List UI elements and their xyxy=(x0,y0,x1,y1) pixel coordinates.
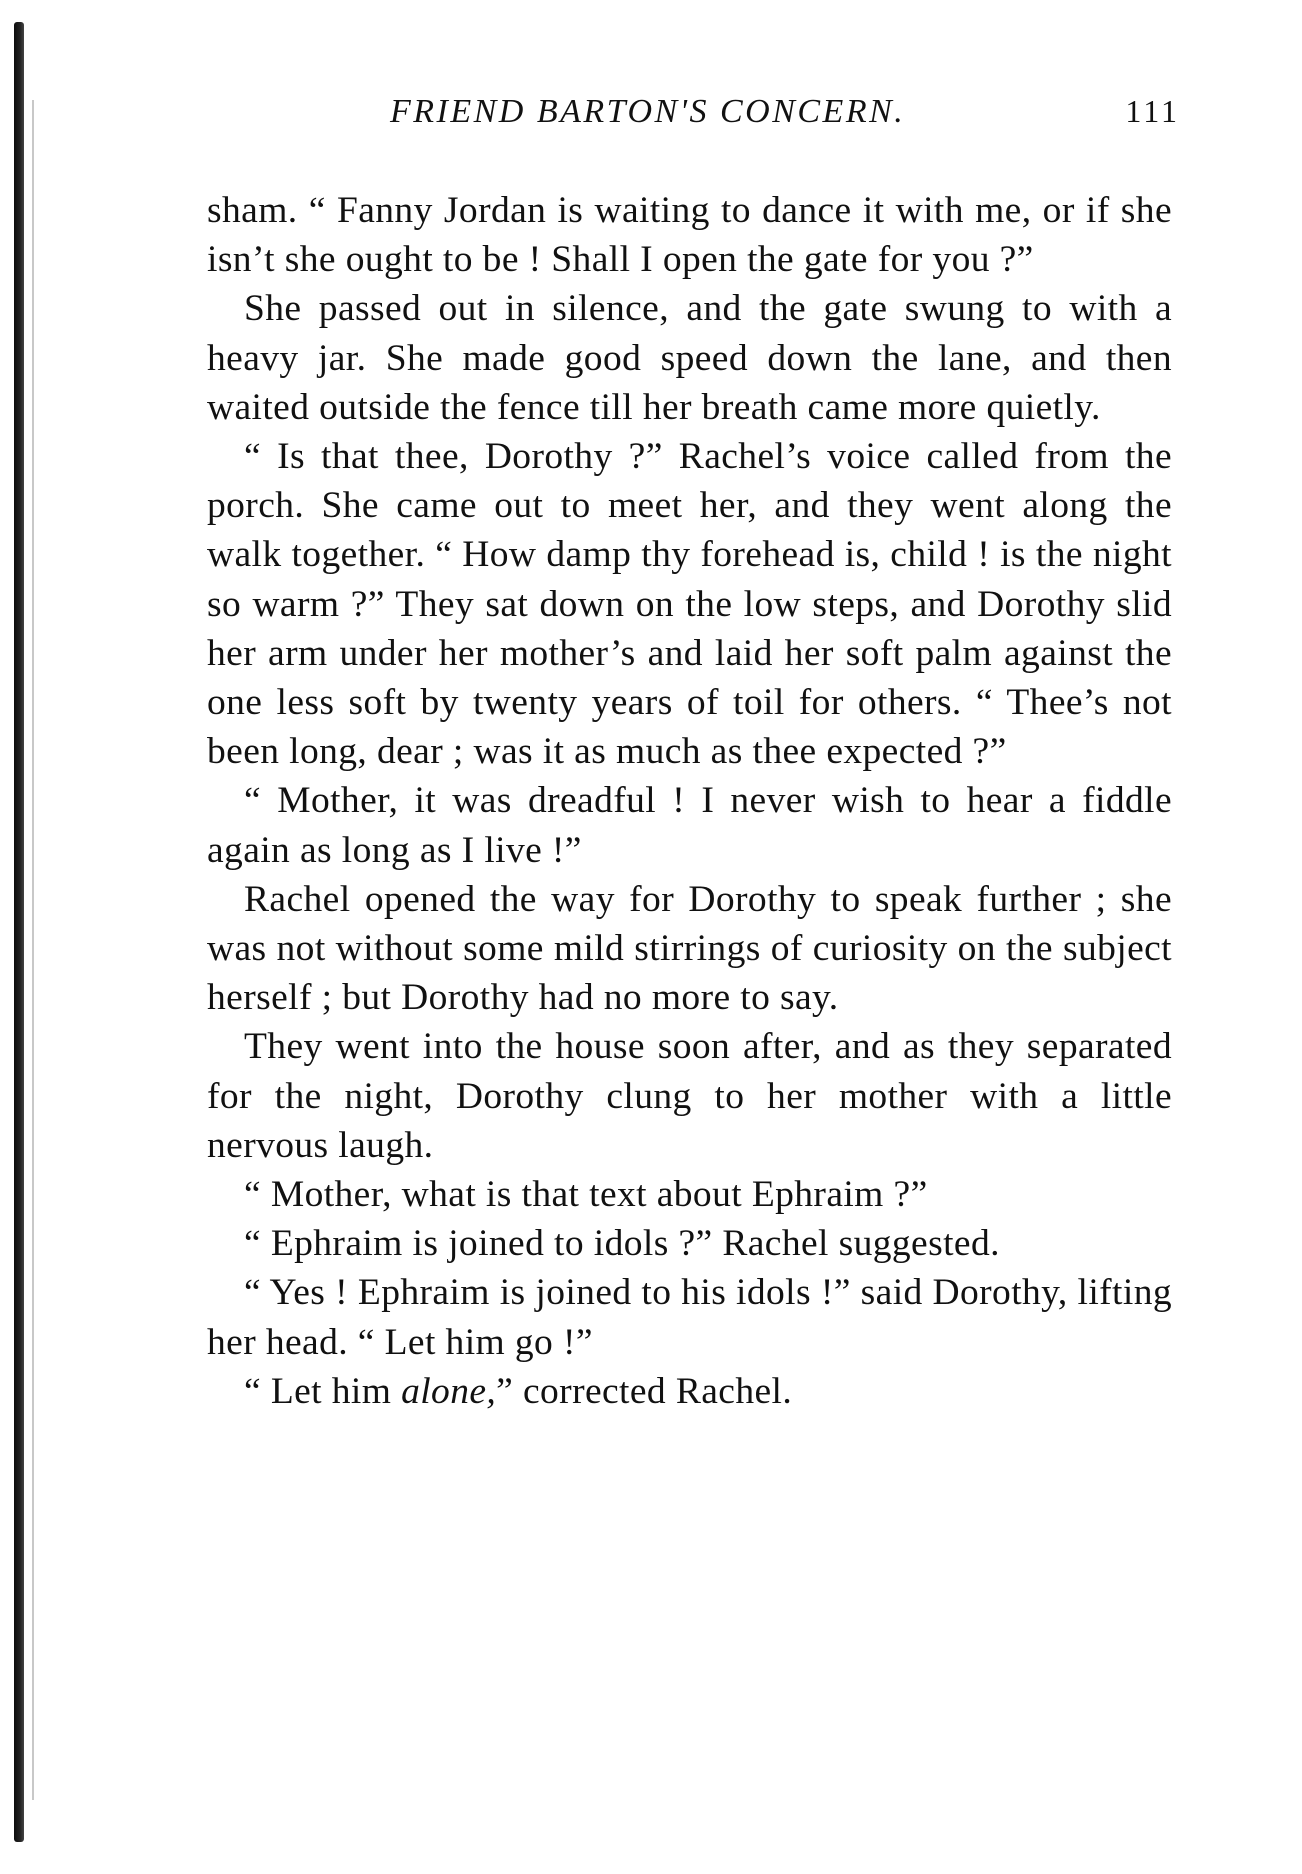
last-line-italic-word: alone, xyxy=(401,1370,497,1412)
running-head-title: FRIEND BARTON'S CONCERN. xyxy=(390,93,906,130)
paragraph-9: “ Yes ! Ephraim is joined to his idols !” said Dorothy, lifting her head. “ Let him go !” xyxy=(207,1272,1172,1363)
paragraph-5: Rachel opened the way for Dorothy to speak further ; she was not without some mild stirrings of curiosity on the subject herself ; but Dorothy had no more to say. xyxy=(207,878,1172,1019)
running-head xyxy=(215,93,1180,133)
body-text xyxy=(207,186,1172,1416)
paragraph-1: sham. “ Fanny Jordan is waiting to dance it with me, or if she isn’t she ought to be ! Shall I open the gate for you ?” xyxy=(207,190,1172,281)
paragraph-4: “ Mother, it was dreadful ! I never wish to hear a fiddle again as long as I live !” xyxy=(207,780,1172,871)
page-binding-shadow xyxy=(32,100,34,1800)
paragraph-7: “ Mother, what is that text about Ephraim ?” xyxy=(244,1174,928,1216)
paragraph-10 xyxy=(207,1367,1172,1416)
paragraph-2: She passed out in silence, and the gate swung to with a heavy jar. She made good speed down the lane, and then waited outside the fence till her breath came more quietly. xyxy=(207,288,1172,428)
paragraph-3: “ Is that thee, Dorothy ?” Rachel’s voice called from the porch. She came out to meet her, and they went along the walk together. “ How damp thy forehead is, child ! is the night so warm ?” They sat down on the low steps, and Dorothy slid her arm under her mother’s and laid her soft palm against the one less soft by twenty years of toil for others. “ Thee’s not been long, dear ; was it as much as thee expected ?” xyxy=(207,436,1172,773)
page-binding-edge xyxy=(14,22,24,1842)
paragraph-6: They went into the house soon after, and as they separated for the night, Dorothy clung to her mother with a little nervous laugh. xyxy=(207,1026,1172,1166)
page-number: 111 xyxy=(1125,93,1180,129)
last-line-after: ” corrected Rachel. xyxy=(496,1370,793,1412)
last-line-before: “ Let him xyxy=(244,1370,402,1412)
paragraph-8: “ Ephraim is joined to idols ?” Rachel suggested. xyxy=(244,1223,1000,1265)
